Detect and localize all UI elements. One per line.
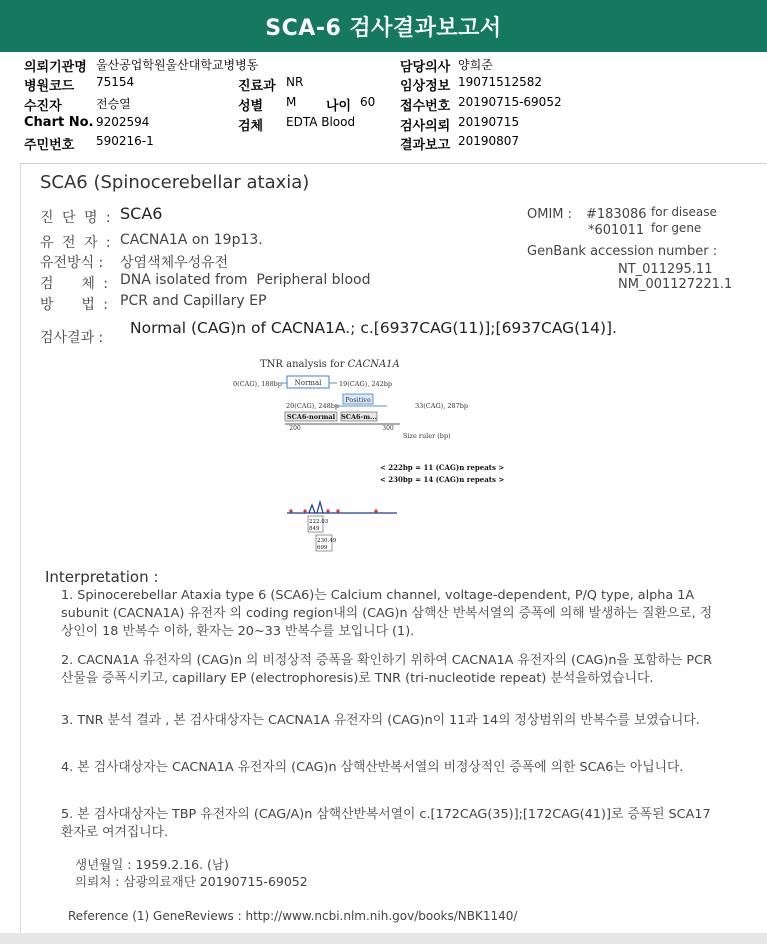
request-value: 20190715 [458, 115, 520, 129]
method-label: 방 법 : [40, 297, 111, 313]
referrer: 의뢰처 : 삼광의료재단 20190715-69052 [75, 874, 308, 889]
interpretation-paragraph-5: 5. 본 검사대상자는 TBP 유전자의 (CAG/A)n 삼핵산반복서열이 c.[172CAG(35)];[172CAG(41)]로 증폭된 SCA17 환자로 여겨집니다. [61, 807, 711, 840]
ruler-label: Size ruler (bp) [403, 432, 451, 440]
omim-disease-note: for disease [651, 205, 717, 219]
positive-low-label: 20(CAG), 248bp [286, 402, 340, 410]
inheritance-value: 상염색체우성유전 [120, 255, 229, 271]
size-standard-peak [303, 509, 306, 512]
positive-range-label: Positive [345, 396, 371, 404]
size-standard-peak [326, 509, 329, 512]
id-no-label: 주민번호 [24, 138, 75, 153]
report-date-value: 20190807 [458, 134, 520, 148]
report-title-bar [0, 0, 767, 52]
genbank-accession-2: NM_001127221.1 [618, 277, 733, 292]
clinical-label: 임상정보 [400, 79, 451, 94]
specimen-header-value: EDTA Blood [286, 115, 356, 129]
report-divider [20, 163, 766, 164]
normal-high-label: 19(CAG), 242bp [339, 380, 393, 388]
clinical-value: 19071512582 [458, 75, 542, 89]
chart-no-label: Chart No. [24, 115, 94, 130]
interpretation-paragraph-4: 4. 본 검사대상자는 CACNA1A 유전자의 (CAG)n 삼핵산반복서열의 비정상적인 증폭에 의한 SCA6는 아닙니다. [61, 760, 684, 775]
omim-disease: #183086 [586, 207, 647, 222]
specimen-value: DNA isolated from Peripheral blood [120, 272, 371, 288]
normal-low-label: 0(CAG), 188bp [233, 380, 282, 388]
omim-label: OMIM : [527, 207, 573, 222]
genbank-accession-1: NT_011295.11 [618, 262, 713, 277]
interpretation-paragraph-3: 3. TNR 분석 결과 , 본 검사대상자는 CACNA1A 유전자의 (CAG)n이 11과 14의 정상범위의 반복수를 보였습니다. [61, 713, 700, 728]
birth-date: 생년월일 : 1959.2.16. (남) [75, 857, 229, 872]
dept-value: NR [286, 75, 304, 89]
genbank-label: GenBank accession number : [527, 244, 718, 259]
interpretation-title: Interpretation : [45, 568, 159, 586]
hospital-code-label: 병원코드 [24, 79, 75, 94]
ruler-tick-200: 200 [289, 425, 301, 432]
allele-peaks [309, 502, 323, 513]
receipt-label: 접수번호 [400, 99, 451, 114]
result-label: 검사결과 : [40, 330, 104, 346]
size-standard-peak [374, 509, 377, 512]
sex-value: M [286, 95, 297, 109]
figure-title: TNR analysis for CACNA1A [260, 359, 400, 370]
reference: Reference (1) GeneReviews : http://www.ncbi.nlm.nih.gov/books/NBK1140/ [68, 909, 518, 923]
age-label: 나이 [326, 99, 352, 114]
page-bottom-bar [0, 933, 767, 944]
diagnosis-value: SCA6 [120, 204, 163, 223]
omim-gene-note: for gene [651, 221, 702, 235]
peak-2-size: 230.49 [317, 538, 337, 544]
hospital-code-value: 75154 [96, 75, 135, 89]
peak-1-size: 222.03 [309, 519, 329, 525]
normal-range-label: Normal [294, 379, 322, 387]
tnr-analysis-figure [225, 352, 515, 557]
institution-label: 의뢰기관명 [24, 60, 87, 75]
omim-gene: *601011 [588, 223, 645, 238]
sca6-normal-label: SCA6-normal [286, 413, 336, 421]
chart-no-value: 9202594 [96, 115, 150, 129]
report-main-title: SCA6 (Spinocerebellar ataxia) [40, 172, 310, 193]
doctor-label: 담당의사 [400, 60, 451, 75]
doctor-value: 양희준 [458, 58, 493, 72]
ruler-tick-300: 300 [382, 425, 394, 432]
receipt-value: 20190715-69052 [458, 95, 562, 109]
patient-label: 수진자 [24, 99, 62, 114]
sex-label: 성별 [238, 99, 264, 114]
result-value: Normal (CAG)n of CACNA1A.; c.[6937CAG(11)];[6937CAG(14)]. [130, 319, 617, 337]
repeat-result-2: < 230bp = 14 (CAG)n repeats > [380, 475, 505, 484]
interpretation-paragraph-2: 2. CACNA1A 유전자의 (CAG)n 의 비정상적 증폭을 확인하기 위하여 CACNA1A 유전자의 (CAG)n을 포함하는 PCR 산물을 증폭시키고, capillary EP (electrophoresis)로 TNR (tri-nucleotide repeat) 분석을하였습니다. [61, 653, 712, 686]
gene-value: CACNA1A on 19p13. [120, 232, 263, 248]
institution-value: 울산공업학원울산대학교병병동 [96, 58, 259, 72]
method-value: PCR and Capillary EP [120, 293, 267, 309]
request-label: 검사의뢰 [400, 119, 451, 134]
age-value: 60 [360, 95, 376, 109]
size-standard-peak [289, 509, 292, 512]
patient-value: 전승열 [96, 97, 131, 111]
interpretation-paragraph-1: 1. Spinocerebellar Ataxia type 6 (SCA6)는 Calcium channel, voltage-dependent, P/Q type, alpha 1A subunit (CACNA1A) 유전자 의 coding region내의 (CAG)n 삼핵산 반복서열의 증폭에 의해 발생하는 질환으로, 정상인이 18 반복수 이하, 환자는 20~33 반복수를 보입니다 (1). [61, 588, 713, 639]
id-no-value: 590216-1 [96, 134, 154, 148]
peak-1-height: 849 [309, 526, 320, 532]
diagnosis-label: 진 단 명 : [40, 210, 113, 226]
report-title: SCA-6 검사결과보고서 [265, 16, 502, 41]
gene-label: 유 전 자 : [40, 235, 113, 251]
peak-2-height: 699 [317, 545, 328, 551]
dept-label: 진료과 [238, 79, 276, 94]
specimen-header-label: 검체 [238, 119, 264, 134]
inheritance-label: 유전방식 : [40, 255, 104, 271]
specimen-label: 검 체 : [40, 276, 111, 292]
positive-high-label: 33(CAG), 287bp [415, 402, 469, 410]
repeat-result-1: < 222bp = 11 (CAG)n repeats > [380, 463, 505, 472]
sca6-mutant-label: SCA6-m... [341, 413, 377, 421]
report-date-label: 결과보고 [400, 138, 451, 153]
size-standard-peak [336, 509, 339, 512]
